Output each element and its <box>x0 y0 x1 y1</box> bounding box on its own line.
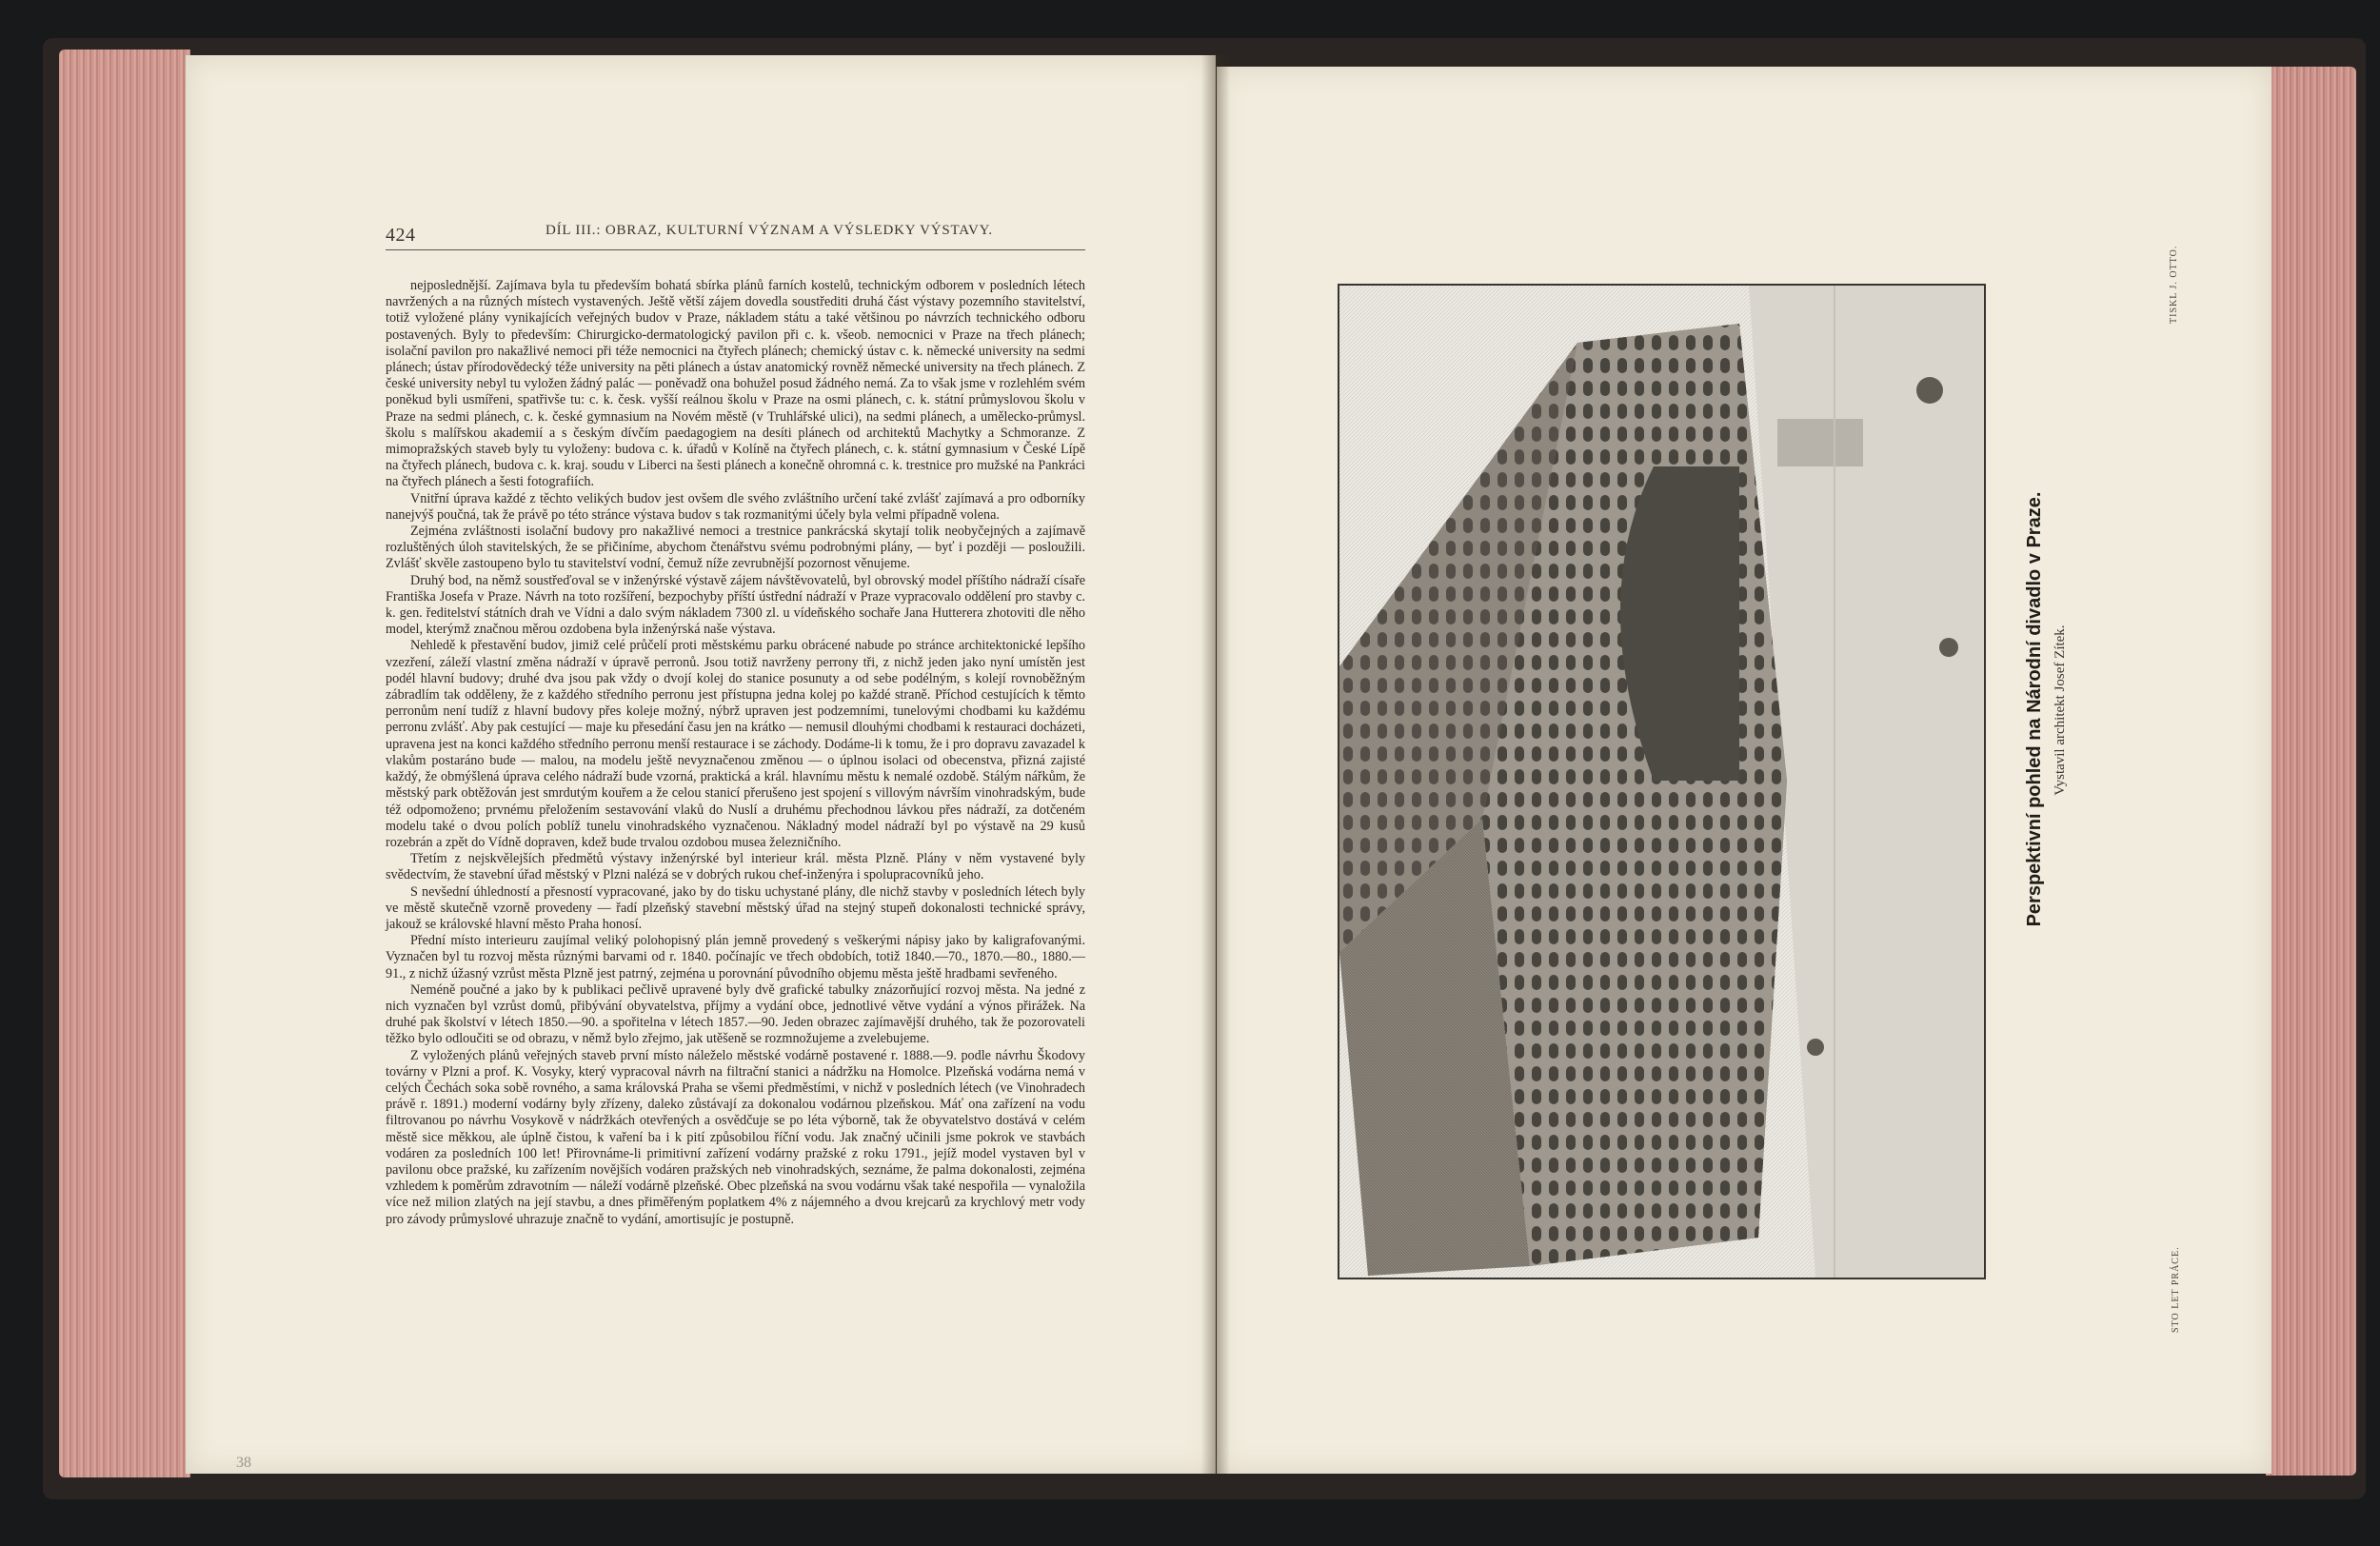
running-title: DÍL III.: OBRAZ, KULTURNÍ VÝZNAM A VÝSLEDKY VÝSTAVY. <box>545 223 993 238</box>
paragraph-8: Přední místo interieuru zaujímal veliký polohopisný plán jemně provedený s veškerými nápisy jako by kaligrafovanými. Vyznačen byl tu rozvoj města různými barvami od r. 1840. počínajíc ve třech obdobích, totiž 1840.—70., 1870.—80., 1880.—91., z nichž úžasný vzrůst města Plzně jest patrný, zejména u porovnání původního objemu města ještě hradbami sevřeného. <box>386 933 1085 981</box>
paragraph-4: Druhý bod, na němž soustřeďoval se v inženýrské výstavě zájem návštěvovatelů, byl obrovský model příštího nádraží císaře Františka Josefa v Praze. Návrh na toto rozšíření, bezpochyby příští ústřední nádraží v Praze vypracovalo oddělení pro stavby c. k. gen. ředitelství státních drah ve Vídni a dalo svým nákladem 7300 zl. u vídeňského sochaře Jana Hutterera zhotoviti dle něho model, kterýmž značnou měrou ozdobena byla inženýrská naše výstava. <box>386 572 1085 638</box>
pencil-mark: 38 <box>236 1455 251 1471</box>
printer-mark: TISKL J. OTTO. <box>2169 245 2179 324</box>
paragraph-2: Vnitřní úprava každé z těchto velikých budov jest ovšem dle svého zvláštního určení také zvlášť zajímavá a pro odborníky nanejvýš poučná, tak že právě po této stránce výstava budov s tak rozmanitými účely byla velmi případně volena. <box>386 490 1085 523</box>
book-edge-left <box>59 50 190 1477</box>
paragraph-3: Zejména zvláštnosti isolační budovy pro nakažlivé nemoci a trestnice pankrácská skytají tolik neobyčejných a zajímavě rozluštěných úloh stavitelských, že se přičiníme, abychom čtenářstvu svému podrobnými plány, — byť i později — posloužili. Zvlášť skvěle zastoupeno bylo tu stavitelství vodní, čemuž níže zevrubnější pozornost věnujeme. <box>386 524 1085 572</box>
plate-caption-title: Perspektivní pohled na Národní divadlo v Praze. <box>2024 491 2045 927</box>
running-head <box>386 221 1085 250</box>
book-gutter <box>1201 55 1230 1474</box>
series-mark: STO LET PRÁCE. <box>2171 1246 2181 1333</box>
body-text <box>386 278 1085 1228</box>
theatre-engraving-image <box>1339 286 1984 1278</box>
book-edge-right <box>2266 67 2356 1476</box>
paragraph-7: S nevšední úhledností a přesností vypracované, jako by do tisku uchystané plány, dle nichž stavby v posledních létech byly ve městě skutečně vzorně provedeny — řadí plzeňský stavební městský úřad na stejný stupeň dokonalosti technické správy, jakouž se královské hlavní město Praha honosí. <box>386 883 1085 932</box>
theatre-illustration <box>1338 284 1986 1279</box>
plate-caption-subtitle: Vystavil architekt Josef Zítek. <box>2053 624 2068 796</box>
paragraph-10: Z vyložených plánů veřejných staveb první místo náleželo městské vodárně postavené r. 1888.—9. podle návrhu Škodovy továrny v Plzni a prof. K. Vosyky, který vypracoval návrh na filtrační stanici a nádržku na Homolce. Plzeňská vodárna nemá v celých Čechách soka sobě rovného, a sama královská Praha se všemi předměstími, v nichž v posledních létech (ve Vinohradech právě r. 1891.) moderní vodárny byly zřízeny, daleko zůstávají za dokonalou vodárnou plzeňskou. Máť ona zařízení na vodu filtrovanou po návrhu Vosykově v nádržkách otevřených a osvědčuje se po léta výborně, tak že obyvatelstvo dostává v celém městě sice měkkou, ale úplně čistou, k vaření ba i k pití způsobilou říční vodu. Jak značný učinili jsme pokrok ve stavbách vodáren za posledních 100 let! Přirovnáme-li primitivní zařízení vodárny pražské z roku 1791., jejíž model vystaven byl v pavilonu obce pražské, ku zařízením novějších vodáren pražských neb vinohradských, seznáme, že palma dokonalosti, zejména vzhledem k poměrům zdravotním — náleží vodárně plzeňské. Obec plzeňská na svou vodárnu však také nespořila — vynaložila více než milion zlatých na její stavbu, a dnes přiměřeným poplatkem 4% z nájemného a dvou krejcarů za krychlový metr vody pro závody průmyslové uhrazuje značně to vydání, amortisujíc je postupně. <box>386 1047 1085 1227</box>
paragraph-6: Třetím z nejskvělejších předmětů výstavy inženýrské byl interieur král. města Plzně. Plány v něm vystavené byly svědectvím, že stavební úřad městský v Plzni nalézá se v dobrých rukou chef-inženýra i spolupracovníků jeho. <box>386 851 1085 883</box>
paragraph-1: nejposlednější. Zajímava byla tu především bohatá sbírka plánů farních kostelů, technickým odborem v posledních létech navržených a na různých místech vystavených. Ještě větší zájem dovedla soustřediti druhá část výstavy pozemního stavitelství, totiž vyložené plány vynikajících veřejných budov v Praze, nákladem státu a také většinou po návrzích technického odboru postavených. Byly to především: Chirurgicko-dermatologický pavilon při c. k. všeob. nemocnici v Praze na třech plánech; isolační pavilon pro nakažlivé nemoci při téže nemocnici na čtyřech plánech; chemický ústav c. k. německé university na sedmi plánech; ústav přírodovědecký téže university na pěti plánech a ústav anatomický rovněž německé university na třech plánech. Z české university nebyl tu vyložen žádný palác — poněvadž ona bohužel posud žádného nemá. Za to však jsme v rozlehlém svém poněkud byli usmířeni, spatřivše tu: c. k. česk. vyšší reálnou školu v Praze na osmi plánech, c. k. státní průmyslovou školu v Praze na sedmi plánech, c. k. české gymnasium na Novém městě (v Truhlářské ulici), na sedmi plánech, a umělecko-průmysl. školu s malířskou akademií a s českým dívčím paedagogiem na desíti plánech od architektů Machytky a Schmoranze. Z mimopražských staveb byly tu vyloženy: budova c. k. úřadů v Kolíně na čtyřech plánech, c. k. státní gymnasium v České Lípě na čtyřech plánech, budova c. k. kraj. soudu v Liberci na šesti plánech a konečně ohromná c. k. trestnice pro mužské na Pankráci na čtyřech plánech a šesti fotografiích. <box>386 278 1085 490</box>
paragraph-9: Neméně poučné a jako by k publikaci pečlivě upravené byly dvě grafické tabulky znázorňující rozvoj města. Na jedné z nich vyznačen byl vzrůst domů, přibývání obyvatelstva, příjmy a vydání obce, jednotlivé větve vydání a výnos přirážek. Na druhé pak školství v létech 1850.—90. a spořitelna v létech 1857.—90. Jeden obrazec zajímavější druhého, tak že pozorovateli těžko bylo odloučiti se od obrazu, v němž bylo zřejmo, jak utěšeně se rozmnožujeme a zvelebujeme. <box>386 981 1085 1047</box>
paragraph-5: Nehledě k přestavění budov, jimiž celé průčelí proti městskému parku obrácené nabude po stránce architektonické lepšího vzezření, záleží vlastní změna nádraží v úpravě perronů. Jsou totiž navrženy perrony tři, z nichž jeden jako nyní umístěn jest podél hlavní budovy; druhé dva jsou pak vždy o dvojí kolej do stanice posunuty a od sebe podélným, s kolejí rovnoběžným zábradlím tak odděleny, že z každého středního perronu jest přístupna jedna kolej po každé straně. Příchod cestujících k těmto perronům není tudíž z hlavní budovy přes koleje možný, nýbrž upraven jest podzemními, tunelovými chodbami ku každému perronu zvlášť. Aby pak cestující — maje ku přesedání času jen na krátko — nemusil dlouhými chodbami k restauraci docházeti, upravena jest na konci každého středního perronu menší restaurace i se záchody. Dodáme-li k tomu, že i pro dopravu zavazadel k vlakům postaráno bude — malou, na modelu ještě nevyznačenou změnou — o úplnou isolaci od obecenstva, přizná zajisté každý, že obmýšlená úprava celého nádraží bude vzorná, praktická a král. hlavnímu městu k nemalé ozdobě. Stálým nářkům, že městský park obtěžován jest smrdutým kouřem a že celou stanicí přerušeno jest spojení s villovým návrším vinohradským, bude též odpomoženo; prvnému přeložením sestavování vlaků do Nuslí a druhému přechodnou lávkou přes nádraží, za dotčeném modelu také o dvou polích poblíž tunelu vinohradského vyznačenou. Nákladný model nádraží byl po výstavě na 29 kusů rozebrán a zpět do Vídně dopraven, kdež bude trvalou ozdobou musea železničního. <box>386 638 1085 850</box>
page-number: 424 <box>386 225 416 246</box>
